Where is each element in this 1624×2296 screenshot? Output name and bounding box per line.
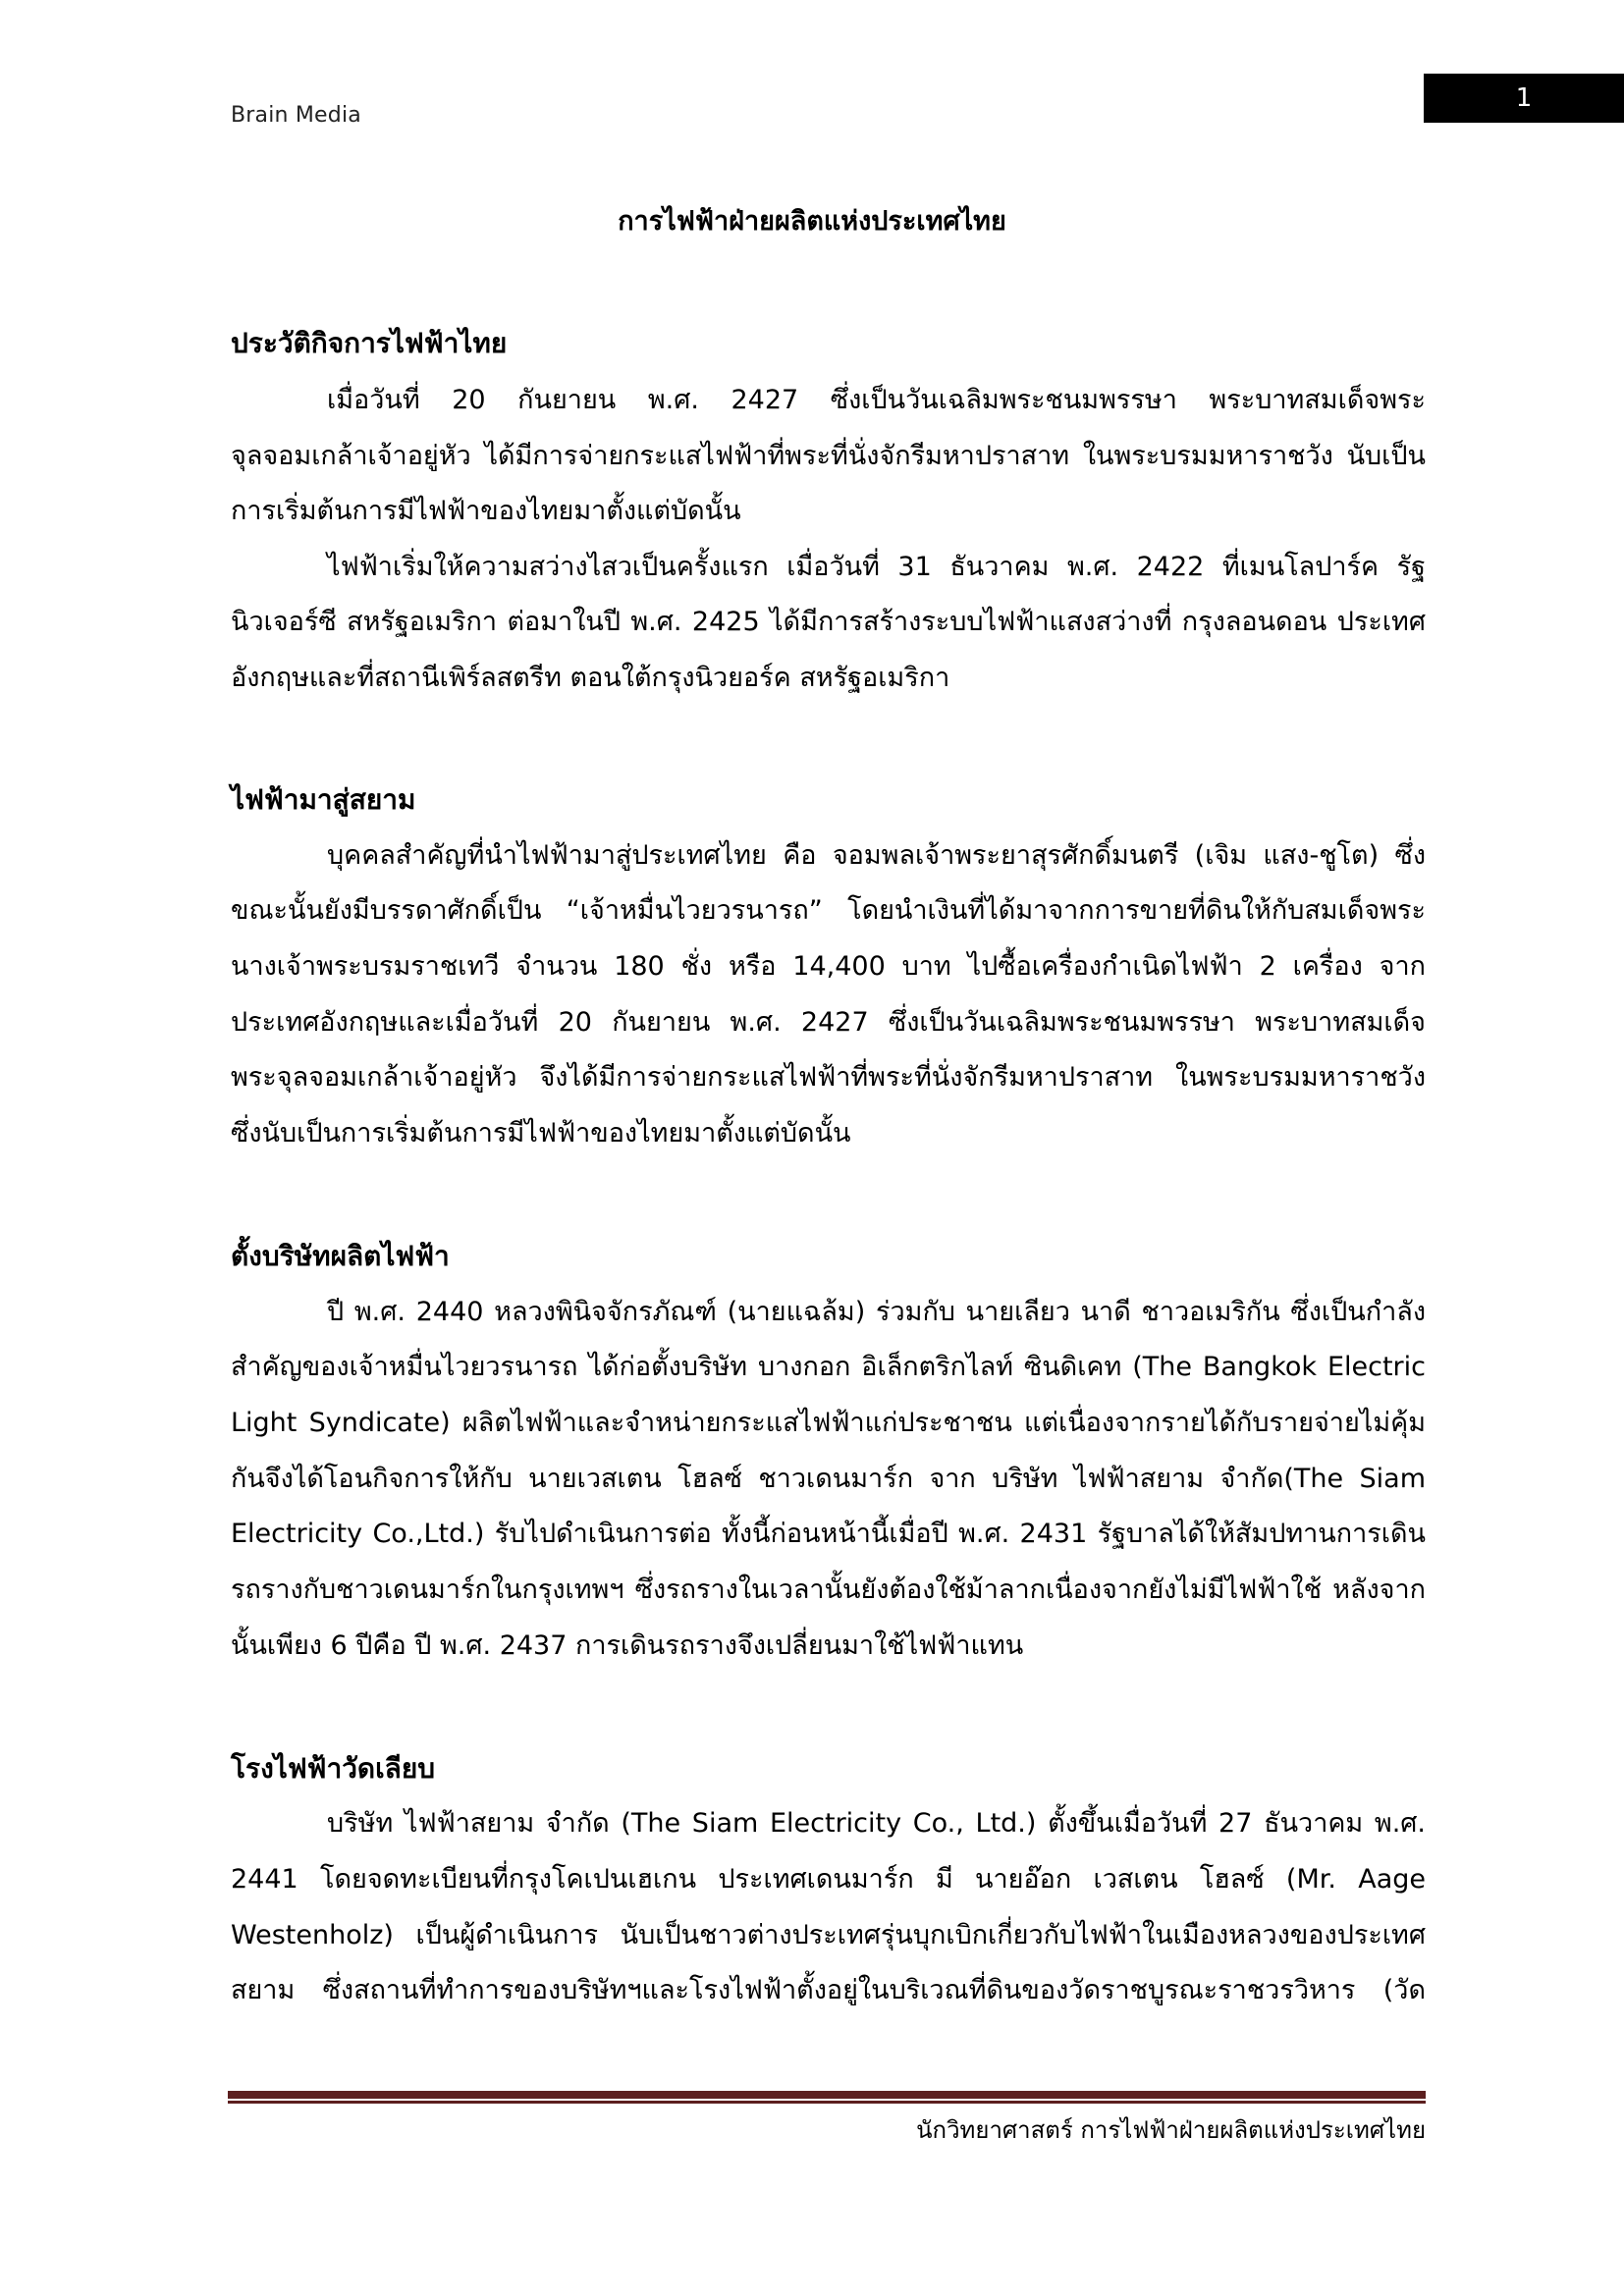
body-line: ปี พ.ศ. 2440 หลวงพินิจจักรภัณฑ์ (นายแฉล้ม) ร่วมกับ นายเลียว นาดี ชาวอเมริกัน ซึ่งเป็นกำลัง [327,1297,1426,1327]
footer-rule-thick [228,2091,1426,2099]
body-line: ขณะนั้นยังมีบรรดาศักดิ์เป็น “เจ้าหมื่นไวยวรนารถ” โดยนำเงินที่ได้มาจากการขายที่ดินให้กับสมเด็จพระ [231,895,1426,926]
body-line: จุลจอมเกล้าเจ้าอยู่หัว ได้มีการจ่ายกระแสไฟฟ้าที่พระที่นั่งจักรีมหาปราสาท ในพระบรมมหาราชวัง นับเป็น [231,441,1426,471]
section-heading: ไฟฟ้ามาสู่สยาม [231,783,416,816]
section-heading: ตั้งบริษัทผลิตไฟฟ้า [231,1240,450,1272]
body-line: ไฟฟ้าเริ่มให้ความสว่างไสวเป็นครั้งแรก เมื่อวันที่ 31 ธันวาคม พ.ศ. 2422 ที่เมนโลปาร์ค รัฐ [327,552,1426,582]
page-number: 1 [1515,83,1533,113]
body-line: 2441 โดยจดทะเบียนที่กรุงโคเปนเฮเกน ประเทศเดนมาร์ก มี นายอ๊อก เวสเตน โฮลซ์ (Mr. Aage [231,1864,1426,1895]
body-line: กันจึงได้โอนกิจการให้กับ นายเวสเตน โฮลซ์ ชาวเดนมาร์ก จาก บริษัท ไฟฟ้าสยาม จำกัด(The Siam [231,1464,1426,1494]
body-line: Light Syndicate) ผลิตไฟฟ้าและจำหน่ายกระแสไฟฟ้าแก่ประชาชน แต่เนื่องจากรายได้กับรายจ่ายไม่คุ้ม [231,1408,1426,1438]
header-brand: Brain Media [231,103,361,128]
section-heading: ประวัติกิจการไฟฟ้าไทย [231,327,508,359]
document-title: การไฟฟ้าฝ่ายผลิตแห่งประเทศไทย [618,206,1006,237]
body-line: รถรางกับชาวเดนมาร์กในกรุงเทพฯ ซึ่งรถรางในเวลานั้นยังต้องใช้ม้าลากเนื่องจากยังไม่มีไฟฟ้าใช้ หลังจาก [231,1575,1426,1605]
body-line: นางเจ้าพระบรมราชเทวี จำนวน 180 ชั่ง หรือ 14,400 บาท ไปซื้อเครื่องกำเนิดไฟฟ้า 2 เครื่อง จาก [231,951,1426,982]
body-line: สยาม ซึ่งสถานที่ทำการของบริษัทฯและโรงไฟฟ้าตั้งอยู่ในบริเวณที่ดินของวัดราชบูรณะราชวรวิหาร (วัด [231,1975,1426,2005]
body-line: เมื่อวันที่ 20 กันยายน พ.ศ. 2427 ซึ่งเป็นวันเฉลิมพระชนมพรรษา พระบาทสมเด็จพระ [327,385,1426,415]
body-line: นั้นเพียง 6 ปีคือ ปี พ.ศ. 2437 การเดินรถรางจึงเปลี่ยนมาใช้ไฟฟ้าแทน [231,1630,1024,1661]
body-line: การเริ่มต้นการมีไฟฟ้าของไทยมาตั้งแต่บัดนั้น [231,496,741,526]
body-line: บริษัท ไฟฟ้าสยาม จำกัด (The Siam Electricity Co., Ltd.) ตั้งขึ้นเมื่อวันที่ 27 ธันวาคม พ.ศ. [327,1808,1426,1839]
body-line: อังกฤษและที่สถานีเพิร์ลสตรีท ตอนใต้กรุงนิวยอร์ค สหรัฐอเมริกา [231,663,950,693]
body-line: พระจุลจอมเกล้าเจ้าอยู่หัว จึงได้มีการจ่ายกระแสไฟฟ้าที่พระที่นั่งจักรีมหาปราสาท ในพระบรมมหาราชวัง [231,1062,1426,1093]
body-line: บุคคลสำคัญที่นำไฟฟ้ามาสู่ประเทศไทย คือ จอมพลเจ้าพระยาสุรศักดิ์มนตรี (เจิม แสง-ชูโต) ซึ่ง [327,840,1426,871]
body-line: Westenholz) เป็นผู้ดำเนินการ นับเป็นชาวต่างประเทศรุ่นบุกเบิกเกี่ยวกับไฟฟ้าในเมืองหลวงของประเทศ [231,1920,1426,1950]
body-line: ประเทศอังกฤษและเมื่อวันที่ 20 กันยายน พ.ศ. 2427 ซึ่งเป็นวันเฉลิมพระชนมพรรษา พระบาทสมเด็จ [231,1007,1426,1038]
section-heading: โรงไฟฟ้าวัดเลียบ [231,1752,436,1785]
body-line: Electricity Co.,Ltd.) รับไปดำเนินการต่อ ทั้งนี้ก่อนหน้านี้เมื่อปี พ.ศ. 2431 รัฐบาลได้ให้สัมปทานการเดิน [231,1519,1426,1549]
page-number-box [1424,74,1624,123]
footer-rule-thin [228,2101,1426,2104]
body-line: ซึ่งนับเป็นการเริ่มต้นการมีไฟฟ้าของไทยมาตั้งแต่บัดนั้น [231,1118,851,1148]
footer-text: นักวิทยาศาสตร์ การไฟฟ้าฝ่ายผลิตแห่งประเทศไทย [916,2116,1426,2144]
body-line: นิวเจอร์ซี สหรัฐอเมริกา ต่อมาในปี พ.ศ. 2425 ได้มีการสร้างระบบไฟฟ้าแสงสว่างที่ กรุงลอนดอน ประเทศ [231,607,1426,637]
body-line: สำคัญของเจ้าหมื่นไวยวรนารถ ได้ก่อตั้งบริษัท บางกอก อิเล็กตริกไลท์ ซินดิเคท (The Bangkok Electric [231,1352,1426,1382]
